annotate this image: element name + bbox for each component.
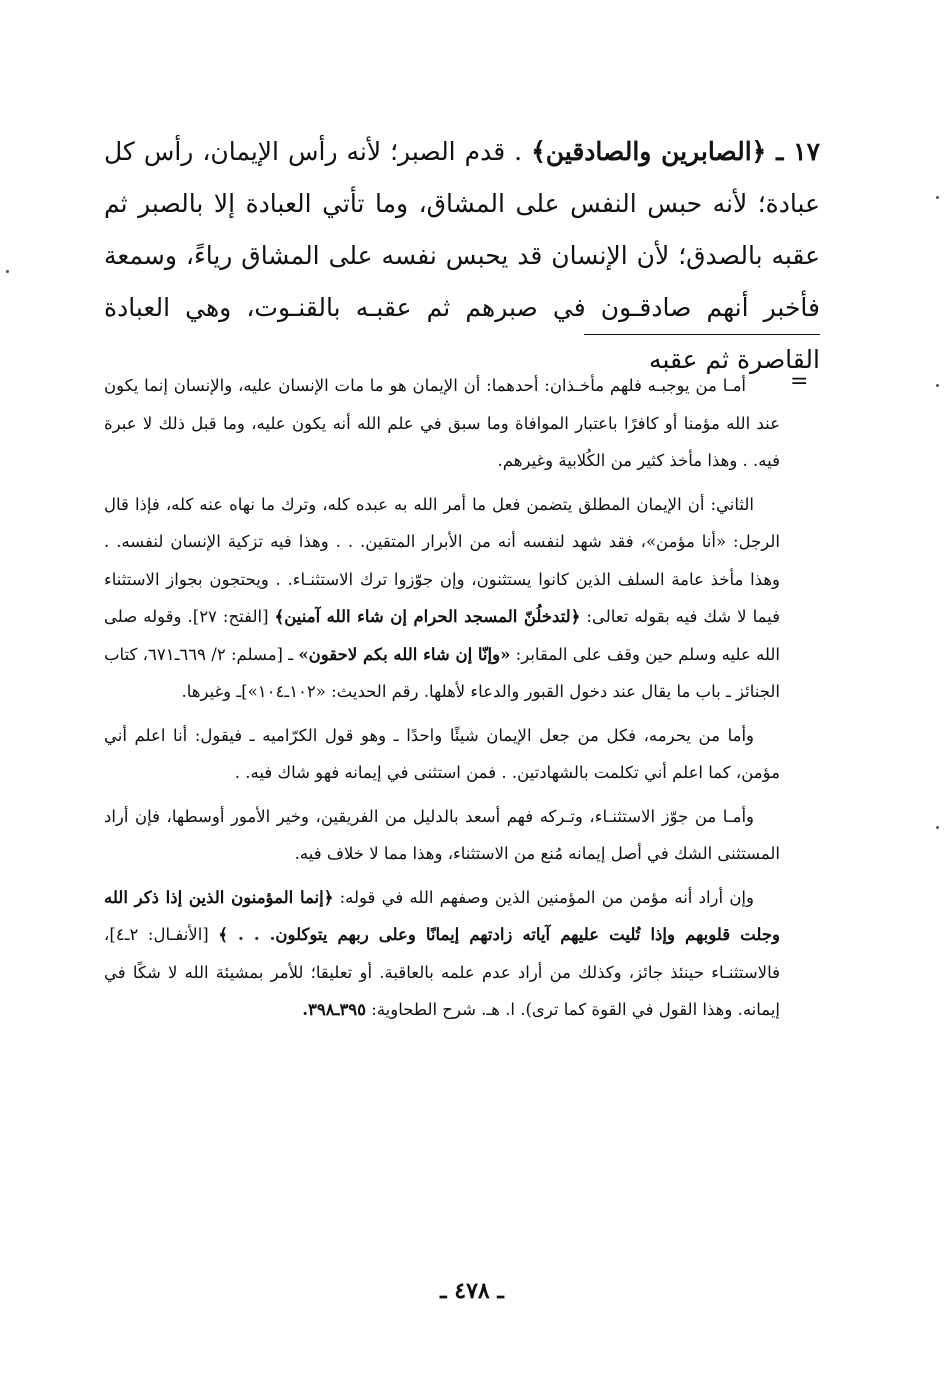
footnote-text: ـ [مسلم: ٢/ ٦٦٩ـ٦٧١، كتاب الجنائز ـ باب ما يقال عند دخول القبور والدعاء لأهلها. رقم الحديث: «١٠٢ـ١٠٤»]ـ وغيرها. <box>104 644 780 701</box>
footnote-block <box>104 367 780 1035</box>
footnote-paragraph-1: أمـا من يوجبـه فلهم مأخـذان: أحدهما: أن الإيمان هو ما مات الإنسان عليه، والإنسان إنما يكون عند الله مؤمنا أو كافرًا باعتبار الموافاة وما سبق في علم الله أنه يكون عليه، وما قبل ذلك لا عبرة فيه. . وهذا مأخذ كثير من الكُلابية وغيرهم. <box>104 376 780 470</box>
footnote-paragraph-4: وأمـا من جوّز الاستثنـاء، وتـركه فهم أسعد بالدليل من الفريقين، وخير الأمور أوسطها، فإن أراد المستثنى الشك في أصل إيمانه مُنع من الاستثناء، وهذا مما لا خلاف فيه. <box>104 806 780 863</box>
footnote-paragraph-2 <box>104 486 780 711</box>
footnote-separator <box>584 334 820 335</box>
verse-heading: ١٧ ـ ﴿الصابرين والصادقين﴾ <box>531 137 820 166</box>
scan-speck <box>6 270 9 273</box>
quran-quote: ﴿لتدخلُنّ المسجد الحرام إن شاء الله آمنين﴾ <box>274 607 581 626</box>
page-number: ـ ٤٧٨ ـ <box>440 1278 504 1304</box>
footnote-text: الثاني: أن الإيمان المطلق يتضمن فعل ما أمر الله به عبده كله، وترك ما نهاه عنه كله، فإذا قال الرجل: «أنا مؤمن»، فقد شهد لنفسه أنه من الأبرار المتقين. . . وهذا فيه تزكية الإنسان لنفسه. . وهذا مأخذ عامة السلف الذين كانوا يستثنون، وإن جوّزوا ترك الاستثنـاء. . ويحتجون بجواز الاستثناء فيما لا شك فيه بقوله تعالى: <box>104 494 780 626</box>
scan-speck <box>936 196 939 199</box>
footnote-text: [الأنفـال: ٢ـ٤]، فالاستثنـاء حينئذ جائز، وكذلك من أراد عدم علمه بالعاقبة. أو تعليقا؛ للأمر بمشيئة الله لا شكًا في إيمانه. وهذا القول في القوة كما ترى). ا. هـ. شرح الطحاوية: <box>104 925 780 1019</box>
main-paragraph <box>104 126 820 386</box>
scan-speck <box>936 826 939 829</box>
footnote-text: وإن أراد أنه مؤمن من المؤمنين الذين وصفهم الله في قوله: <box>333 887 754 907</box>
continuation-marker: = <box>790 369 809 394</box>
scan-speck <box>936 384 939 387</box>
hadith-quote: «وإنّا إن شاء الله بكم لاحقون» <box>298 644 511 664</box>
footnote-paragraph-5 <box>104 879 780 1029</box>
main-text <box>104 126 820 386</box>
footnote-paragraph-3: وأما من يحرمه، فكل من جعل الإيمان شيئًا واحدًا ـ وهو قول الكرّاميه ـ فيقول: أنا اعلم أني مؤمن، كما اعلم أني تكلمت بالشهادتين. . فمن استثنى في إيمانه فهو شاك فيه. . <box>104 725 780 782</box>
source-reference: ٣٩٥ـ٣٩٨. <box>302 1000 367 1019</box>
quran-quote: ﴿إنما المؤمنون الذين إذا ذكر الله وجلت قلوبهم وإذا تُليت عليهم آياته زادتهم إيمانًا وعلى ربهم يتوكلون. . . ﴾ <box>104 887 780 944</box>
main-commentary: . قدم الصبر؛ لأنه رأس الإيمان، رأس كل عبادة؛ لأنه حبس النفس على المشاق، وما تأتي العبادة إلا بالصبر ثم عقبه بالصدق؛ لأن الإنسان قد يحبس نفسه على المشاق رياءً، وسمعة فأخبر أنهم صادقـون في صبرهم ثم عقبـه بالقنـوت، وهي العبادة القاصرة ثم عقبه <box>104 137 820 374</box>
footnote-text: [الفتح: ٢٧]. وقوله صلى الله عليه وسلم حين وقف على المقابر: <box>104 607 780 664</box>
